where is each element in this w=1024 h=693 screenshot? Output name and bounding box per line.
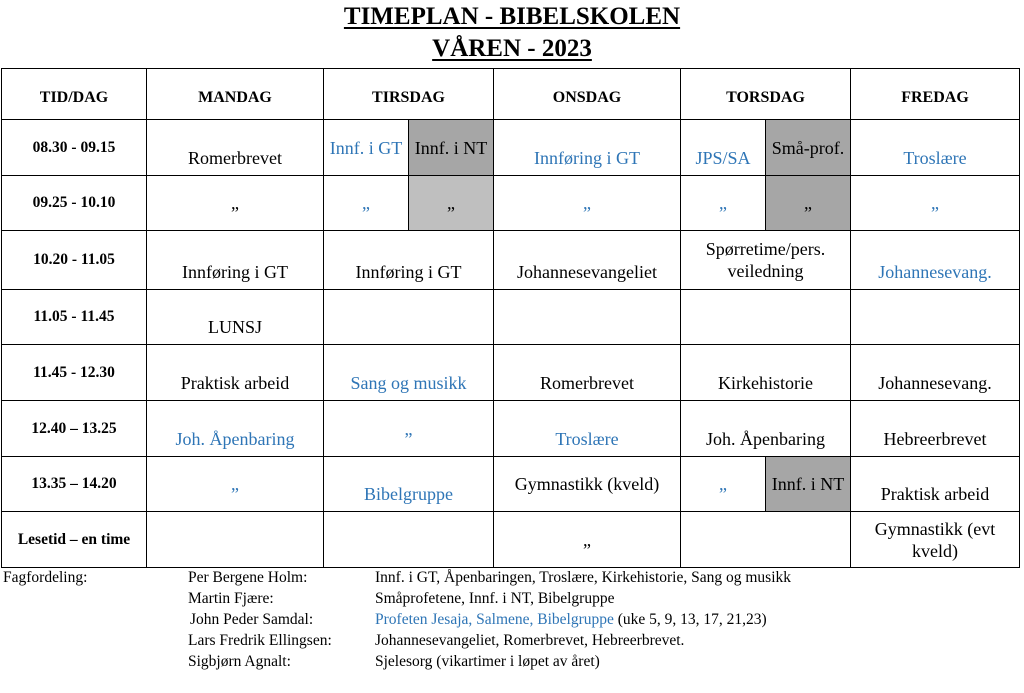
cell-mandag: Romerbrevet	[147, 120, 324, 176]
teacher-name: Per Bergene Holm:	[188, 569, 308, 586]
teacher-subjects-weeks: (uke 5, 9, 13, 17, 21,23)	[613, 611, 767, 628]
schedule-subtitle	[0, 34, 1024, 64]
time-cell: Lesetid – en time	[2, 512, 147, 568]
cell-onsdag: „	[494, 512, 681, 568]
teacher-subjects: Sjelesorg (vikartimer i løpet av året)	[375, 653, 600, 670]
cell-mandag: „	[147, 457, 324, 512]
cell-torsdag-b: Innf. i NT	[766, 457, 851, 512]
cell-torsdag-a: „	[681, 176, 766, 231]
cell-onsdag: Gymnastikk (kveld)	[494, 457, 681, 512]
time-cell: 09.25 - 10.10	[2, 176, 147, 231]
header-fredag: FREDAG	[851, 69, 1020, 120]
cell-onsdag: „	[494, 176, 681, 231]
cell-tirsdag-a: „	[324, 176, 409, 231]
cell-onsdag: Innføring i GT	[494, 120, 681, 176]
table-row	[2, 176, 1020, 231]
cell-mandag: LUNSJ	[147, 290, 324, 345]
cell-tirsdag: Sang og musikk	[324, 345, 494, 401]
teacher-subjects: Johannesevangeliet, Romerbrevet, Hebreerbrevet.	[375, 632, 685, 649]
table-row	[2, 231, 1020, 290]
cell-fredag: Johannesevang.	[851, 345, 1020, 401]
cell-tirsdag: Innføring i GT	[324, 231, 494, 290]
teacher-name: Sigbjørn Agnalt:	[188, 653, 291, 670]
cell-tirsdag	[324, 512, 494, 568]
cell-torsdag-a: „	[681, 457, 766, 512]
cell-torsdag	[681, 512, 851, 568]
cell-tirsdag-b: Innf. i NT	[409, 120, 494, 176]
cell-fredag: Gymnastikk (evt kveld)	[851, 512, 1020, 568]
cell-fredag: Praktisk arbeid	[851, 457, 1020, 512]
cell-torsdag: Spørretime/pers. veiledning	[681, 231, 851, 290]
cell-tirsdag-a: Innf. i GT	[324, 120, 409, 176]
time-cell: 11.05 - 11.45	[2, 290, 147, 345]
header-tirsdag: TIRSDAG	[324, 69, 494, 120]
table-row	[2, 401, 1020, 457]
table-row	[2, 512, 1020, 568]
cell-fredag: Hebreerbrevet	[851, 401, 1020, 457]
time-cell: 12.40 – 13.25	[2, 401, 147, 457]
footer-label: Fagfordeling:	[3, 569, 88, 586]
cell-onsdag: Troslære	[494, 401, 681, 457]
teacher-name: Lars Fredrik Ellingsen:	[188, 632, 332, 649]
teacher-name: John Peder Samdal:	[190, 611, 314, 628]
title-line-1: TIMEPLAN - BIBELSKOLEN	[343, 3, 681, 30]
teacher-subjects	[375, 610, 767, 629]
cell-mandag: Innføring i GT	[147, 231, 324, 290]
cell-onsdag: Romerbrevet	[494, 345, 681, 401]
cell-mandag: Praktisk arbeid	[147, 345, 324, 401]
cell-mandag	[147, 512, 324, 568]
cell-fredag: „	[851, 176, 1020, 231]
header-row	[2, 69, 1020, 120]
cell-tirsdag: „	[324, 401, 494, 457]
table-row	[2, 290, 1020, 345]
cell-fredag: Johannesevang.	[851, 231, 1020, 290]
header-onsdag: ONSDAG	[494, 69, 681, 120]
time-cell: 11.45 - 12.30	[2, 345, 147, 401]
teacher-subjects-highlight: Profeten Jesaja, Salmene, Bibelgruppe	[375, 611, 614, 628]
cell-fredag: Troslære	[851, 120, 1020, 176]
teacher-name: Martin Fjære:	[188, 590, 274, 607]
schedule-title	[0, 2, 1024, 32]
header-mandag: MANDAG	[147, 69, 324, 120]
teacher-subjects: Innf. i GT, Åpenbaringen, Troslære, Kirkehistorie, Sang og musikk	[375, 569, 792, 586]
cell-torsdag-b: Små-prof.	[766, 120, 851, 176]
header-torsdag: TORSDAG	[681, 69, 851, 120]
cell-onsdag	[494, 290, 681, 345]
title-line-2: VÅREN - 2023	[432, 35, 592, 62]
table-row	[2, 120, 1020, 176]
cell-mandag: „	[147, 176, 324, 231]
time-cell: 13.35 – 14.20	[2, 457, 147, 512]
time-cell: 10.20 - 11.05	[2, 231, 147, 290]
cell-torsdag: Kirkehistorie	[681, 345, 851, 401]
cell-mandag: Joh. Åpenbaring	[147, 401, 324, 457]
time-cell: 08.30 - 09.15	[2, 120, 147, 176]
cell-torsdag-b: „	[766, 176, 851, 231]
table-row	[2, 457, 1020, 512]
cell-tirsdag: Bibelgruppe	[324, 457, 494, 512]
teacher-subjects: Småprofetene, Innf. i NT, Bibelgruppe	[375, 590, 615, 607]
cell-fredag	[851, 290, 1020, 345]
cell-tirsdag-b: „	[409, 176, 494, 231]
cell-onsdag: Johannesevangeliet	[494, 231, 681, 290]
timetable	[1, 68, 1020, 568]
cell-torsdag-a: JPS/SA	[681, 120, 766, 176]
cell-torsdag	[681, 290, 851, 345]
cell-torsdag: Joh. Åpenbaring	[681, 401, 851, 457]
header-tid-dag: TID/DAG	[2, 69, 147, 120]
cell-tirsdag	[324, 290, 494, 345]
table-row	[2, 345, 1020, 401]
